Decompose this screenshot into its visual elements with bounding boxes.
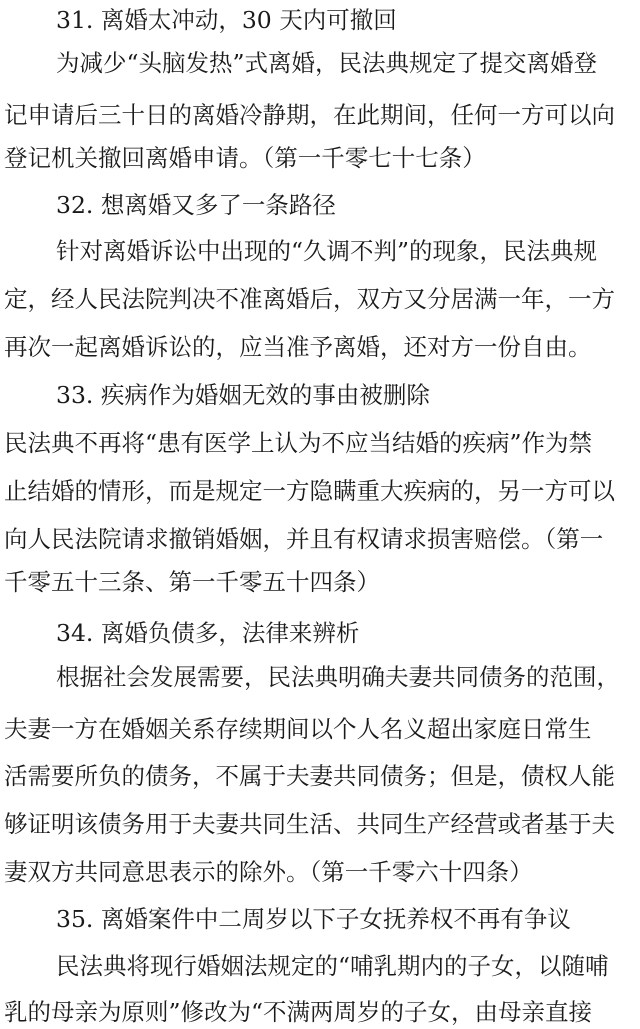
paragraph-line: 止结婚的情形，而是规定一方隐瞒重大疾病的，另一方可以 — [4, 477, 615, 505]
section-heading: 33. 疾病作为婚姻无效的事由被删除 — [56, 381, 430, 409]
paragraph-line: 民法典将现行婚姻法规定的“哺乳期内的子女，以随哺 — [56, 952, 609, 980]
paragraph-line: 夫妻一方在婚姻关系存续期间以个人名义超出家庭日常生 — [4, 715, 592, 743]
paragraph-line: 为减少“头脑发热”式离婚，民法典规定了提交离婚登 — [56, 49, 598, 77]
section-heading: 34. 离婚负债多，法律来辨析 — [56, 619, 360, 647]
paragraph-line: 妻双方共同意思表示的除外。（第一千零六十四条） — [4, 858, 533, 886]
paragraph-line: 再次一起离婚诉讼的，应当准予离婚，还对方一份自由。 — [4, 333, 592, 361]
paragraph-line: 向人民法院请求撤销婚姻，并且有权请求损害赔偿。（第一 — [4, 525, 604, 553]
paragraph-line: 针对离婚诉讼中出现的“久调不判”的现象，民法典规 — [56, 237, 598, 265]
paragraph-line: 民法典不再将“患有医学上认为不应当结婚的疾病”作为禁 — [4, 429, 593, 457]
section-heading: 35. 离婚案件中二周岁以下子女抚养权不再有争议 — [56, 905, 571, 933]
paragraph-line: 根据社会发展需要，民法典明确夫妻共同债务的范围， — [56, 663, 620, 691]
paragraph-line: 活需要所负的债务，不属于夫妻共同债务；但是，债权人能 — [4, 762, 615, 790]
section-heading: 31. 离婚太冲动，30 天内可撤回 — [56, 6, 397, 34]
paragraph-line: 千零五十三条、第一千零五十四条） — [4, 568, 380, 596]
paragraph-line: 定，经人民法院判决不准离婚后，双方又分居满一年，一方 — [4, 285, 615, 313]
paragraph-line: 记申请后三十日的离婚冷静期，在此期间，任何一方可以向 — [4, 101, 615, 129]
paragraph-line: 够证明该债务用于夫妻共同生活、共同生产经营或者基于夫 — [4, 810, 615, 838]
paragraph-line: 乳的母亲为原则”修改为“不满两周岁的子女，由母亲直接 — [4, 998, 593, 1026]
paragraph-line: 登记机关撤回离婚申请。（第一千零七十七条） — [4, 144, 486, 172]
section-heading: 32. 想离婚又多了一条路径 — [56, 191, 336, 219]
